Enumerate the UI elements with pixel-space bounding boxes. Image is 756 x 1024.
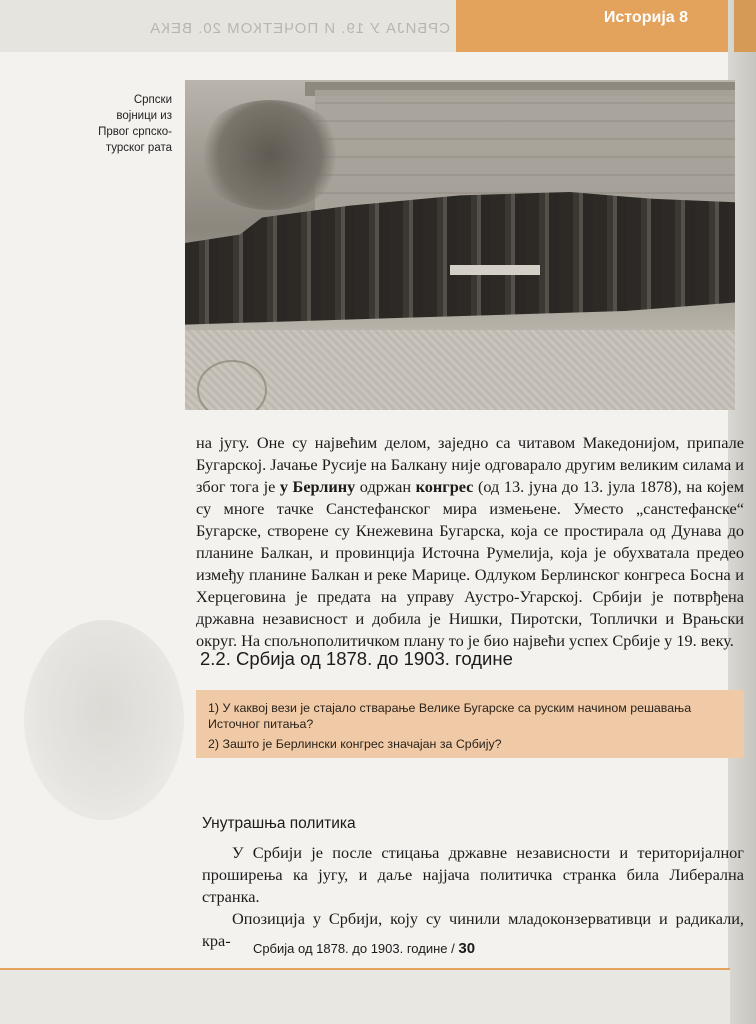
paragraph1-part3: (од 13. јуна до 13. јула 1878), на којем су многе тачке Санстефанског мира измењене. Уместо „санстефанске“ Бугарске, створене су Кнежевина Бугарска, која се простирала од Дунава до планине Балкан, и провинција Источна Румелија, која је обухватала предео између планине Балкан и реке Марице. Одлуком Берлинског конгреса Босна и Херцеговина је предата на управу Аустро-Угарској. Србији је потврђена државна независност и добила је Нишки, Пиротски, Топлички и Врањски округ. На спољнополитичком плану то је био највећи успех Србије у 19. веку. xyxy=(196,477,744,650)
photo-table xyxy=(450,265,540,275)
paragraph2-line: У Србији је после стицања државне независности и територијалног проширења ка југу, и даље најјача политичка странка била Либерална странка. xyxy=(202,843,744,906)
subject-tab xyxy=(456,0,728,52)
question-item: 1) У каквој вези је стајало стварање Велике Бугарске са руским начином решавања Источног питања? xyxy=(208,701,692,731)
questions-box xyxy=(196,690,744,758)
subsection-heading: Унутрашња политика xyxy=(202,815,356,832)
next-page-tab xyxy=(734,0,756,52)
faded-portrait xyxy=(24,620,184,820)
question-item: 2) Зашто је Берлински конгрес значајан за Србију? xyxy=(208,737,502,751)
header-bleed-through-text: СРБИЈА У 19. И ПОЧЕТКОМ 20. ВЕКА xyxy=(149,20,450,37)
photo-wall xyxy=(315,90,735,210)
bottom-band xyxy=(0,970,730,1024)
section-heading: 2.2. Србија од 1878. до 1903. године xyxy=(200,648,513,669)
historical-photo xyxy=(185,80,735,410)
paragraph-berlin-congress xyxy=(196,432,744,652)
photo-ground xyxy=(185,330,735,410)
paragraph1-part1: на југу. Оне су највећим делом, заједно са читавом Македонијом, припале Бугарској. Јачање Русије на Балкану није одговарало другим великим силама и због тога је xyxy=(196,433,744,496)
subject-label: Историја 8 xyxy=(603,9,688,26)
photo-caption: Српски војници из Првог српско-турског рата xyxy=(98,94,172,154)
bold-berlin: у Берлину xyxy=(279,477,356,496)
running-title: Србија од 1878. до 1903. године / xyxy=(252,941,455,956)
paragraph1-part2: одржан xyxy=(355,477,416,496)
page-number: 30 xyxy=(458,940,476,957)
page-footer xyxy=(0,940,728,957)
paragraph2-line: Опозиција у Србији, коју су чинили младоконзервативци и радикали, кра- xyxy=(202,909,744,950)
bold-congress: конгрес xyxy=(415,477,474,496)
photo-tree xyxy=(195,100,345,210)
paragraph-domestic-policy xyxy=(202,842,744,952)
